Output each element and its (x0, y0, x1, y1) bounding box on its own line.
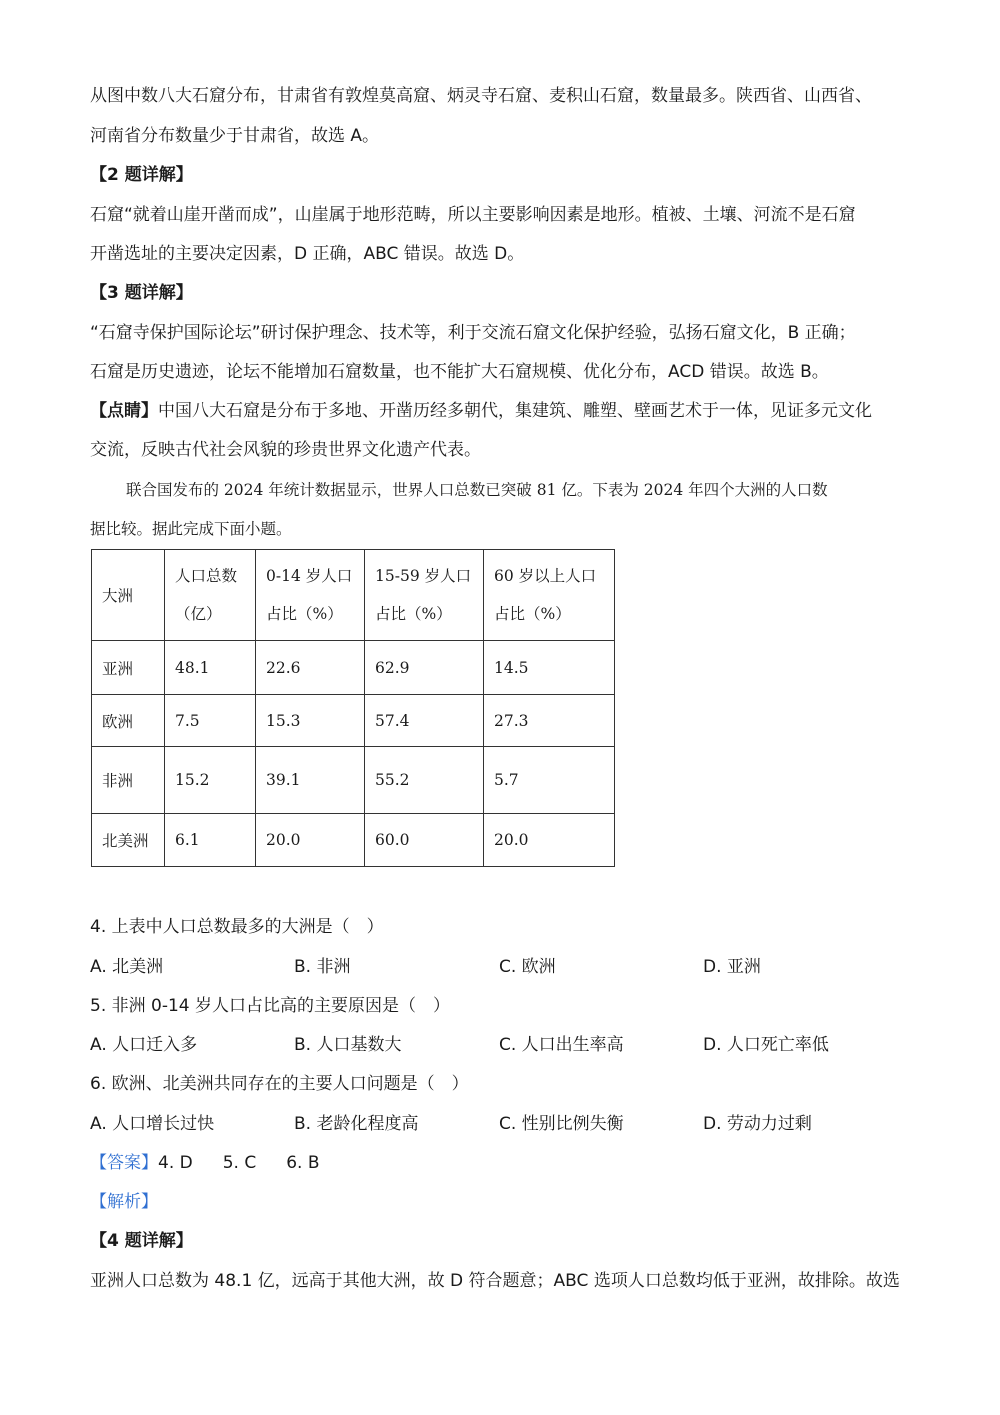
table-cell: 7.5 (165, 695, 256, 747)
paragraph-line: 开凿选址的主要决定因素，D 正确，ABC 错误。故选 D。 (90, 244, 525, 264)
table-cell: 20.0 (484, 814, 615, 867)
table-header-cell: 人口总数（亿） (165, 550, 256, 641)
paragraph-line: 从图中数八大石窟分布，甘肃省有敦煌莫高窟、炳灵寺石窟、麦积山石窟，数量最多。陕西省、山西省、 (90, 86, 872, 106)
table-cell: 20.0 (256, 814, 365, 867)
question-stem: 6. 欧洲、北美洲共同存在的主要人口问题是（ ） (90, 1074, 469, 1094)
paragraph-line: “石窟寺保护国际论坛”研讨保护理念、技术等，利于交流石窟文化保护经验，弘扬石窟文化，B 正确； (90, 323, 856, 343)
table-cell: 北美洲 (92, 814, 165, 867)
table-cell: 55.2 (365, 747, 484, 814)
answer-4: 4. D (158, 1153, 193, 1173)
table-cell: 22.6 (256, 641, 365, 695)
population-table (91, 549, 615, 867)
dianjing-tag: 【点睛】 (90, 401, 158, 421)
table-header-row (92, 550, 615, 641)
answer-5: 5. C (222, 1153, 257, 1173)
paragraph-line: 石窟是历史遗迹，论坛不能增加石窟数量，也不能扩大石窟规模、优化分布，ACD 错误。故选 B。 (90, 362, 829, 382)
paragraph-line: 石窟“就着山崖开凿而成”，山崖属于地形范畴，所以主要影响因素是地形。植被、土壤、河流不是石窟 (90, 205, 856, 225)
table-row (92, 747, 615, 814)
table-cell: 亚洲 (92, 641, 165, 695)
option-c: C. 性别比例失衡 (499, 1114, 624, 1134)
option-a: A. 人口迁入多 (90, 1035, 198, 1055)
table-cell: 48.1 (165, 641, 256, 695)
intro-line: 联合国发布的 2024 年统计数据显示，世界人口总数已突破 81 亿。下表为 2024 年四个大洲的人口数 (126, 481, 828, 499)
answer-tag: 【答案】 (90, 1153, 158, 1173)
option-b: B. 老龄化程度高 (294, 1114, 419, 1134)
table-cell: 39.1 (256, 747, 365, 814)
option-c: C. 欧洲 (499, 957, 556, 977)
table-cell: 57.4 (365, 695, 484, 747)
question-stem: 4. 上表中人口总数最多的大洲是（ ） (90, 917, 384, 937)
table-cell: 6.1 (165, 814, 256, 867)
table-cell: 60.0 (365, 814, 484, 867)
option-d: D. 劳动力过剩 (703, 1114, 812, 1134)
table-cell: 非洲 (92, 747, 165, 814)
question-stem: 5. 非洲 0-14 岁人口占比高的主要原因是（ ） (90, 996, 451, 1016)
intro-line: 据比较。据此完成下面小题。 (90, 520, 292, 538)
table-header-cell: 60 岁以上人口占比（%） (484, 550, 615, 641)
option-a: A. 北美洲 (90, 957, 164, 977)
option-c: C. 人口出生率高 (499, 1035, 624, 1055)
detail-heading-2: 【2 题详解】 (90, 165, 193, 185)
table-cell: 27.3 (484, 695, 615, 747)
table-cell: 15.3 (256, 695, 365, 747)
answer-line (90, 1151, 320, 1175)
detail-heading-4: 【4 题详解】 (90, 1231, 193, 1251)
analysis-tag: 【解析】 (90, 1192, 158, 1212)
table-cell: 15.2 (165, 747, 256, 814)
table-row (92, 695, 615, 747)
paragraph-line: 亚洲人口总数为 48.1 亿，远高于其他大洲，故 D 符合题意；ABC 选项人口总数均低于亚洲，故排除。故选 (90, 1271, 900, 1291)
option-b: B. 非洲 (294, 957, 351, 977)
table-row (92, 641, 615, 695)
detail-heading-3: 【3 题详解】 (90, 283, 193, 303)
dianjing-line (90, 399, 872, 423)
paragraph-line: 交流，反映古代社会风貌的珍贵世界文化遗产代表。 (90, 440, 481, 460)
table-cell: 62.9 (365, 641, 484, 695)
table-row (92, 814, 615, 867)
table-header-cell: 大洲 (92, 550, 165, 641)
option-b: B. 人口基数大 (294, 1035, 402, 1055)
dianjing-text: 中国八大石窟是分布于多地、开凿历经多朝代，集建筑、雕塑、壁画艺术于一体，见证多元文化 (158, 401, 872, 421)
table-header-cell: 15-59 岁人口占比（%） (365, 550, 484, 641)
table-cell: 5.7 (484, 747, 615, 814)
table-cell: 14.5 (484, 641, 615, 695)
option-d: D. 亚洲 (703, 957, 761, 977)
option-d: D. 人口死亡率低 (703, 1035, 829, 1055)
table-header-cell: 0-14 岁人口占比（%） (256, 550, 365, 641)
option-a: A. 人口增长过快 (90, 1114, 215, 1134)
paragraph-line: 河南省分布数量少于甘肃省，故选 A。 (90, 126, 380, 146)
answer-6: 6. B (286, 1153, 320, 1173)
table-cell: 欧洲 (92, 695, 165, 747)
